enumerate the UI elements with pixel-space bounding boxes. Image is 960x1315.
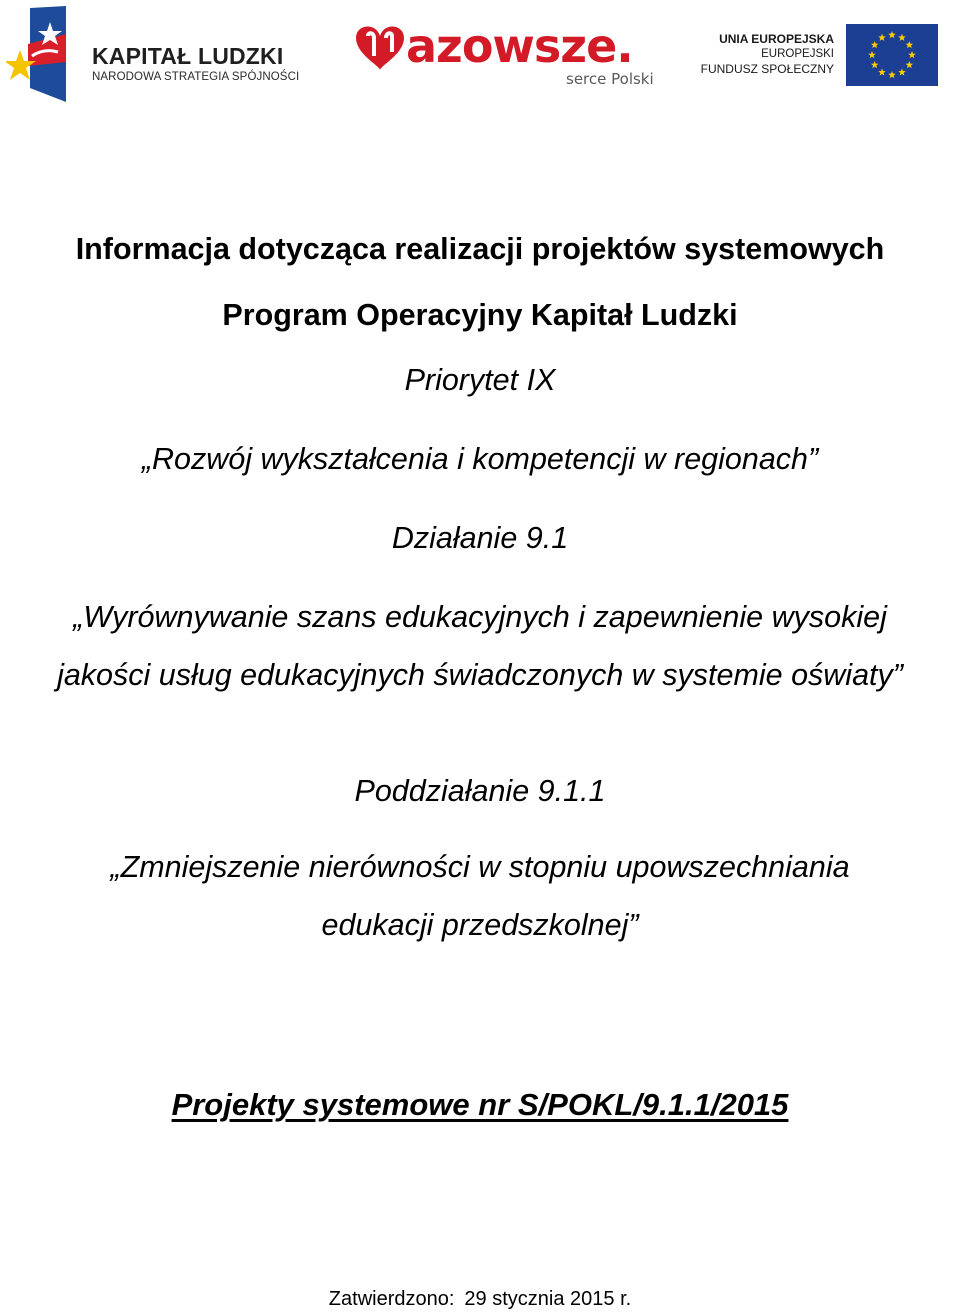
ue-line-3: FUNDUSZ SPOŁECZNY — [700, 62, 834, 76]
ue-line-1: UNIA EUROPEJSKA — [719, 32, 834, 46]
eu-flag-icon — [846, 24, 938, 86]
mazowsze-wordmark-icon — [350, 18, 670, 78]
submeasure-label: Poddziałanie 9.1.1 — [354, 774, 606, 808]
kapital-ludzki-title: KAPITAŁ LUDZKI — [92, 43, 284, 69]
ue-text-block — [701, 32, 834, 77]
priority-label: Priorytet IX — [404, 363, 556, 397]
kapital-ludzki-logo — [6, 4, 306, 104]
submeasure-name-line-2: edukacji przedszkolnej” — [321, 908, 639, 942]
approval-label: Zatwierdzono: — [328, 1288, 455, 1310]
measure-name-line-1: „Wyrównywanie szans edukacyjnych i zapewnienie wysokiej — [73, 600, 887, 634]
svg-text:azowsze.: azowsze. — [406, 19, 633, 73]
projects-heading-text: Projekty systemowe nr S/POKL/9.1.1/2015 — [171, 1087, 789, 1122]
document-title: Informacja dotycząca realizacji projektów systemowych — [75, 232, 885, 266]
approval-line — [0, 1288, 960, 1311]
mazowsze-logo — [350, 18, 670, 98]
logo-bar — [0, 0, 960, 110]
ue-line-2: EUROPEJSKI — [761, 48, 834, 60]
submeasure-name-line-1: „Zmniejszenie nierówności w stopniu upowszechniania — [110, 850, 850, 884]
program-name: Program Operacyjny Kapitał Ludzki — [222, 298, 738, 332]
mazowsze-tagline: serce Polski — [566, 70, 654, 88]
priority-name: „Rozwój wykształcenia i kompetencji w regionach” — [141, 442, 819, 476]
unia-europejska-logo — [700, 22, 952, 92]
kapital-ludzki-subtitle: NARODOWA STRATEGIA SPÓJNOŚCI — [92, 71, 300, 83]
projects-heading — [0, 1087, 960, 1123]
approval-date: 29 stycznia 2015 r. — [464, 1288, 632, 1310]
measure-label: Działanie 9.1 — [391, 521, 569, 555]
kapital-ludzki-flag-icon — [6, 4, 76, 104]
measure-name-line-2: jakości usług edukacyjnych świadczonych w systemie oświaty” — [57, 658, 903, 692]
